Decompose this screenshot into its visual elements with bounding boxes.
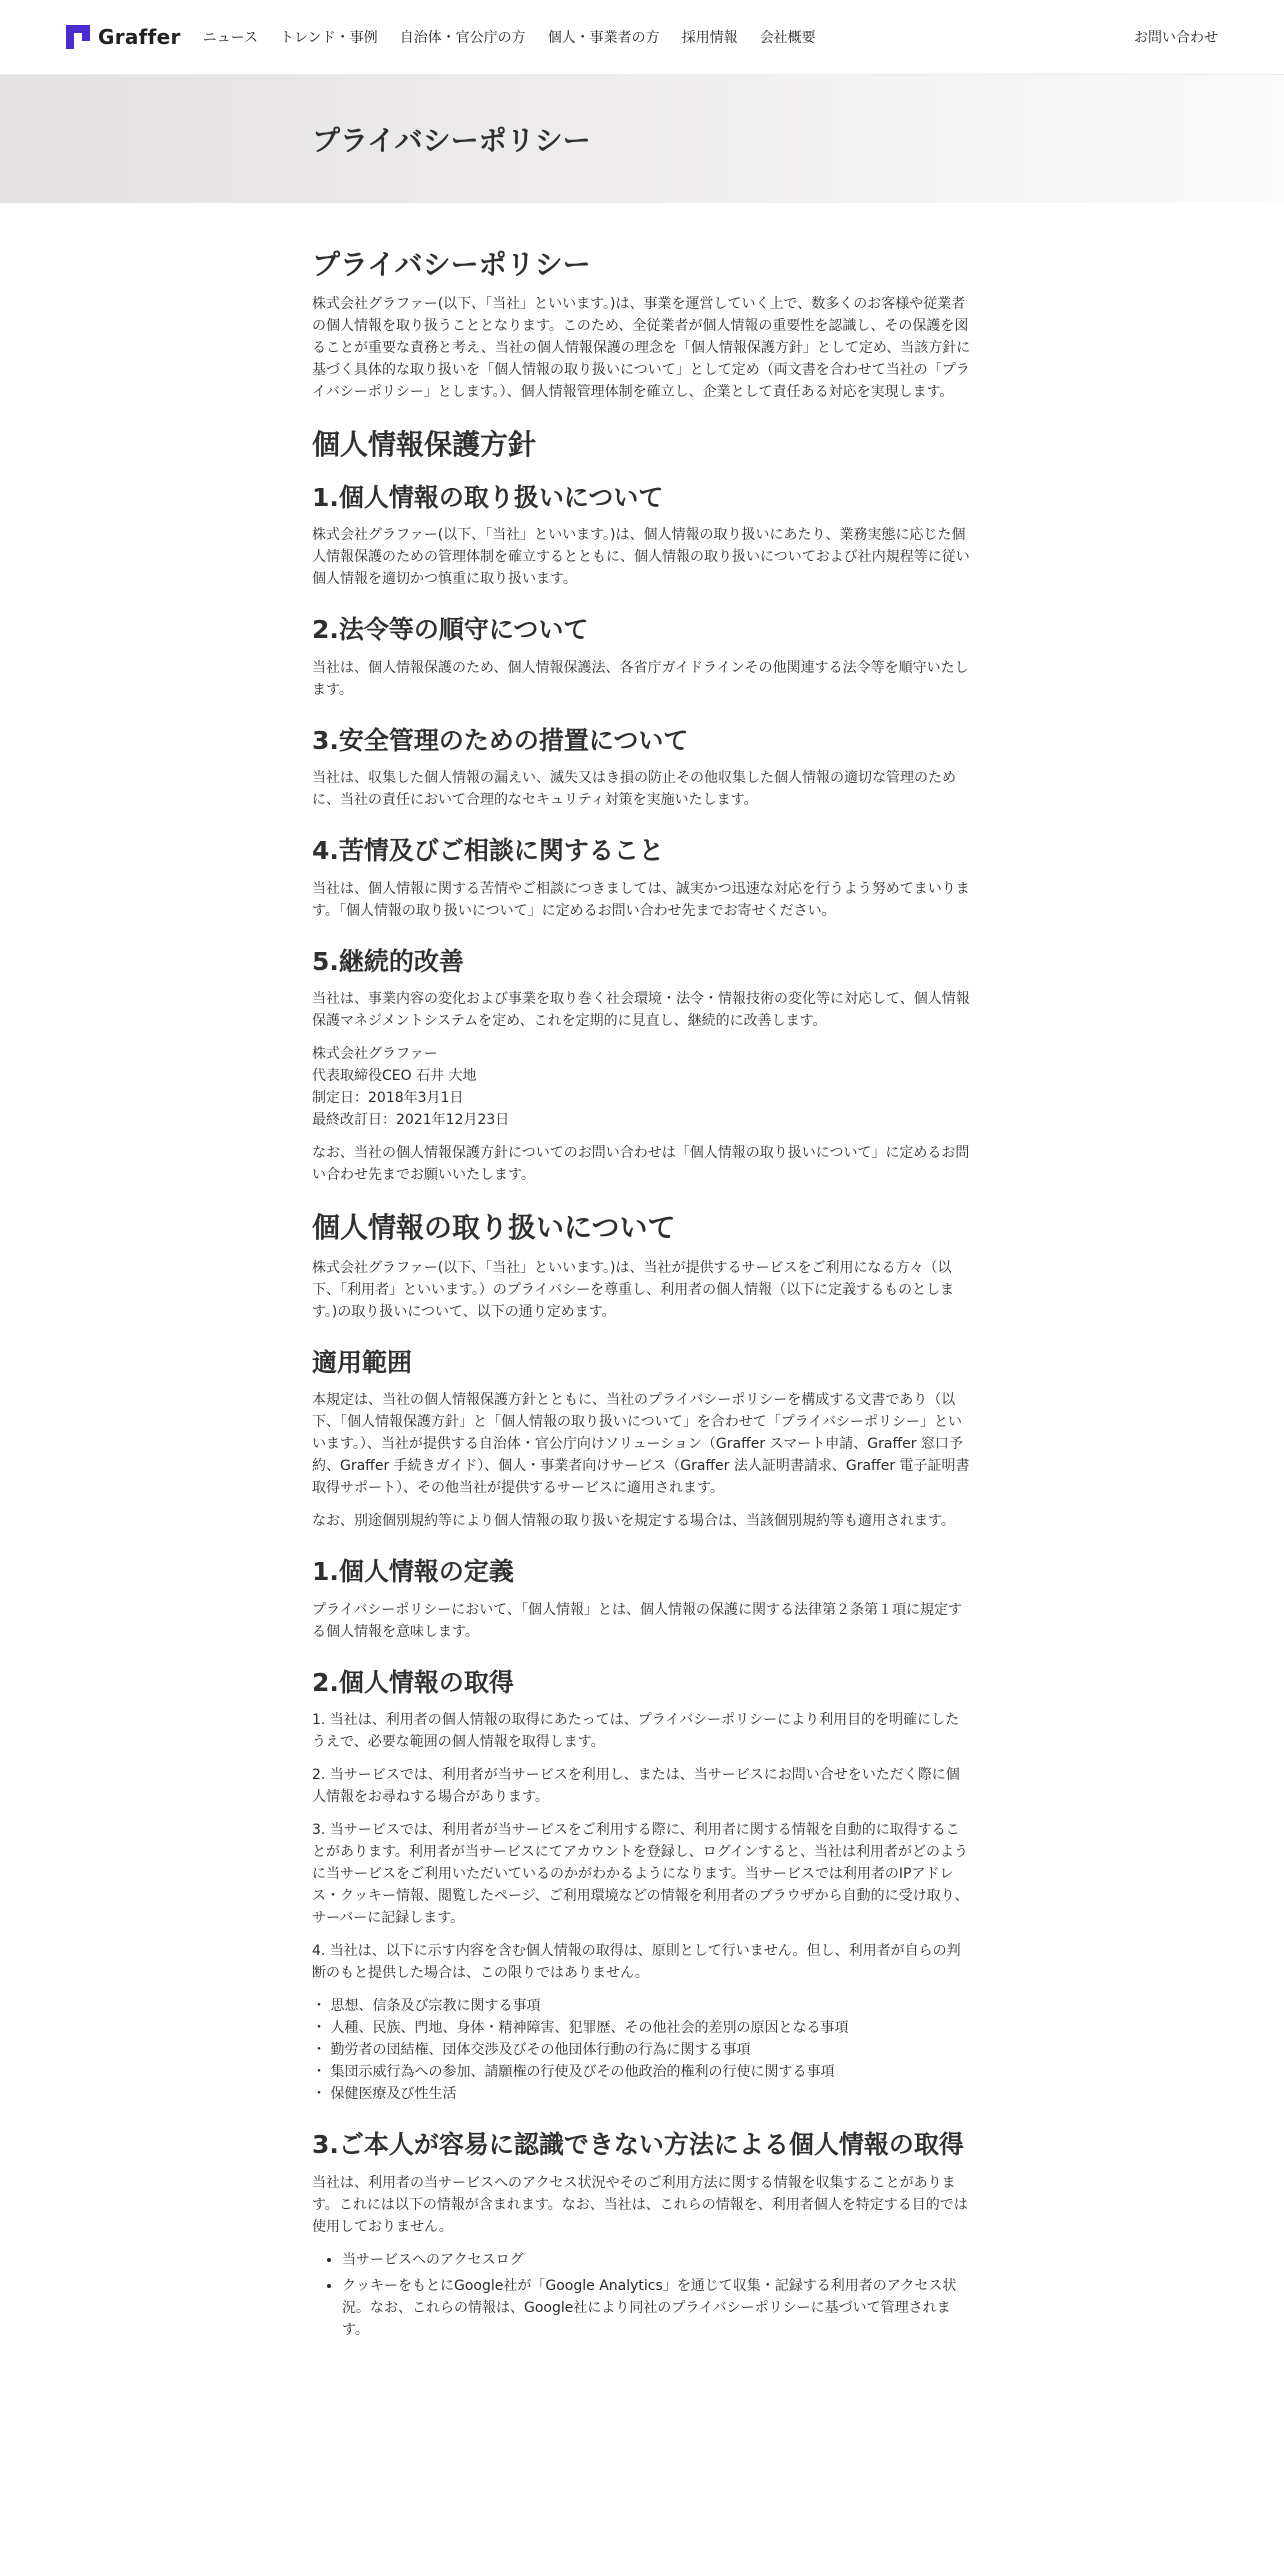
nav-item-news[interactable]: ニュース — [202, 30, 259, 46]
list-item: ・ 集団示威行為への参加、請願権の行使及びその他政治的権利の行使に関する事項 — [312, 2064, 835, 2081]
policy-section-4 — [312, 835, 972, 922]
signature-block — [312, 1043, 972, 1131]
policy-s1-body: 株式会社グラファー(以下、「当社」といいます。)は、個人情報の取り扱いにあたり、業務実態に応じた個人情報保護のための管理体制を確立するとともに、個人情報の取り扱いについておよび社内規程等に従い個人情報を適切かつ慎重に取り扱います。 — [312, 527, 970, 588]
logo[interactable] — [66, 25, 181, 49]
main-nav — [203, 27, 816, 47]
signature-ceo: 代表取締役CEO 石井 大地 — [312, 1068, 477, 1085]
scope-title: 適用範囲 — [312, 1347, 413, 1377]
access-info-list — [312, 2249, 972, 2341]
policy-note: なお、当社の個人情報保護方針についてのお問い合わせは「個人情報の取り扱いについて」に定めるお問い合わせ先までお願いいたします。 — [312, 1145, 970, 1184]
established-date: 制定日：2018年3月1日 — [312, 1090, 464, 1107]
acquisition-item-4: 4. 当社は、以下に示す内容を含む個人情報の取得は、原則として行いません。但し、利用者が自らの判断のもと提供した場合は、この限りではありません。 — [312, 1943, 961, 1982]
intro-title: プライバシーポリシー — [312, 248, 591, 281]
policy-section-3 — [312, 725, 972, 812]
acquisition-item-3: 3. 当サービスでは、利用者が当サービスをご利用する際に、利用者に関する情報を自動的に取得することがあります。利用者が当サービスにてアカウントを登録し、ログインすると、当社は利用者がどのように当サービスをご利用いただいているのかがわかるようになります。当サービスでは利用者のIPアドレス・クッキー情報、閲覧したページ、ご利用環境などの情報を利用者のブラウザから自動的に受け取り、サーバーに記録します。 — [312, 1822, 969, 1927]
contact-link[interactable]: お問い合わせ — [1134, 30, 1218, 46]
hero-banner — [0, 75, 1284, 203]
scope-section — [312, 1347, 972, 1533]
main-content — [312, 203, 972, 2341]
list-item: • クッキーをもとにGoogle社が「Google Analytics」を通じて収集・記録する利用者のアクセス状況。なお、これらの情報は、Google社により同社のプライバシーポリシーに基づいて管理されます。 — [342, 2275, 972, 2341]
scope-body-2: なお、別途個別規約等により個人情報の取り扱いを規定する場合は、当該個別規約等も適用されます。 — [312, 1513, 955, 1530]
handling-title: 個人情報の取り扱いについて — [312, 1211, 676, 1245]
scope-body-1: 本規定は、当社の個人情報保護方針とともに、当社のプライバシーポリシーを構成する文書であり（以下、「個人情報保護方針」と「個人情報の取り扱いについて」を合わせて「プライバシーポリシー」といいます。）、当社が提供する自治体・官公庁向けソリューション（Graffer スマート申請、Graffer 窓口予約、Graffer 手続きガイド）、個人・事業者向けサービス（Graffer 法人証明書請求、Graffer 電子証明書取得サポート）、その他当社が提供するサービスに適用されます。 — [312, 1392, 970, 1497]
definition-title: 1.個人情報の定義 — [312, 1557, 514, 1587]
indirect-acquisition-title: 3.ご本人が容易に認識できない方法による個人情報の取得 — [312, 2130, 964, 2160]
handling-body: 株式会社グラファー(以下、「当社」といいます。)は、当社が提供するサービスをご利用になる方々（以下、「利用者」といいます。）のプライバシーを尊重し、利用者の個人情報（以下に定義するものとします。)の取り扱いについて、以下の通り定めます。 — [312, 1259, 955, 1320]
graffer-logo-icon — [66, 25, 90, 49]
definition-body: プライバシーポリシーにおいて、「個人情報」とは、個人情報の保護に関する法律第２条第１項に規定する個人情報を意味します。 — [312, 1601, 963, 1640]
policy-section-5 — [312, 946, 972, 1187]
acquisition-item-1: 1. 当社は、利用者の個人情報の取得にあたっては、プライバシーポリシーにより利用目的を明確にしたうえで、必要な範囲の個人情報を取得します。 — [312, 1712, 960, 1751]
nav-item-recruit[interactable]: 採用情報 — [681, 30, 738, 46]
definition-section — [312, 1556, 972, 1643]
nav-item-government[interactable]: 自治体・官公庁の方 — [399, 30, 526, 46]
indirect-acquisition-section — [312, 2129, 972, 2341]
list-item: ・ 勤労者の団結権、団体交渉及びその他団体行動の行為に関する事項 — [312, 2042, 751, 2059]
policy-section-1 — [312, 482, 972, 591]
list-item: ・ 思想、信条及び宗教に関する事項 — [312, 1998, 541, 2015]
policy-s2-title: 2.法令等の順守について — [312, 615, 589, 645]
policy-s4-body: 当社は、個人情報に関する苦情やご相談につきましては、誠実かつ迅速な対応を行うよう努めてまいります。「個人情報の取り扱いについて」に定めるお問い合わせ先までお寄せください。 — [312, 880, 970, 919]
policy-s3-title: 3.安全管理のための措置について — [312, 725, 689, 755]
intro-body: 株式会社グラファー(以下、「当社」といいます。)は、事業を運営していく上で、数多くのお客様や従業者の個人情報を取り扱うこととなります。このため、全従業者が個人情報の重要性を認識し、その保護を図ることが重要な責務と考え、当社の個人情報保護の理念を「個人情報保護方針」として定め、当該方針に基づく具体的な取り扱いを「個人情報の取り扱いについて」として定め（両文書を合わせて当社の「プライバシーポリシー」とします。）、個人情報管理体制を確立し、企業として責任ある対応を実現します。 — [312, 296, 971, 401]
list-item: • 当サービスへのアクセスログ — [342, 2249, 972, 2271]
policy-s5-body: 当社は、事業内容の変化および事業を取り巻く社会環境・法令・情報技術の変化等に対応して、個人情報保護マネジメントシステムを定め、これを定期的に見直し、継続的に改善します。 — [312, 991, 970, 1030]
policy-s2-body: 当社は、個人情報保護のため、個人情報保護法、各省庁ガイドラインその他関連する法令等を順守いたします。 — [312, 659, 969, 698]
logo-text: Graffer — [98, 25, 181, 49]
nav-item-company[interactable]: 会社概要 — [759, 30, 816, 46]
indirect-acquisition-body: 当社は、利用者の当サービスへのアクセス状況やそのご利用方法に関する情報を収集することがあります。これには以下の情報が含まれます。なお、当社は、これらの情報を、利用者個人を特定する目的では使用しておりません。 — [312, 2174, 968, 2235]
intro-section — [312, 247, 972, 403]
list-item: ・ 人種、民族、門地、身体・精神障害、犯罪歴、その他社会的差別の原因となる事項 — [312, 2020, 849, 2037]
nav-item-trends[interactable]: トレンド・事例 — [280, 30, 378, 46]
list-item: ・ 保健医療及び性生活 — [312, 2086, 457, 2103]
signature-company: 株式会社グラファー — [312, 1046, 438, 1063]
revised-date: 最終改訂日：2021年12月23日 — [312, 1112, 510, 1129]
policy-s1-title: 1.個人情報の取り扱いについて — [312, 482, 664, 512]
policy-title: 個人情報保護方針 — [312, 428, 537, 462]
policy-s5-title: 5.継続的改善 — [312, 946, 464, 976]
policy-s3-body: 当社は、収集した個人情報の漏えい、滅失又はき損の防止その他収集した個人情報の適切な管理のために、当社の責任において合理的なセキュリティ対策を実施いたします。 — [312, 770, 956, 809]
excluded-info-list — [312, 1995, 972, 2105]
policy-section-2 — [312, 614, 972, 701]
acquisition-section — [312, 1667, 972, 2106]
site-header — [0, 0, 1284, 75]
policy-s4-title: 4.苦情及びご相談に関すること — [312, 836, 664, 866]
nav-item-individuals[interactable]: 個人・事業者の方 — [547, 30, 660, 46]
acquisition-title: 2.個人情報の取得 — [312, 1667, 514, 1697]
page-title: プライバシーポリシー — [312, 124, 591, 157]
acquisition-item-2: 2. 当サービスでは、利用者が当サービスを利用し、または、当サービスにお問い合せをいただく際に個人情報をお尋ねする場合があります。 — [312, 1767, 960, 1806]
handling-section — [312, 1210, 972, 1322]
